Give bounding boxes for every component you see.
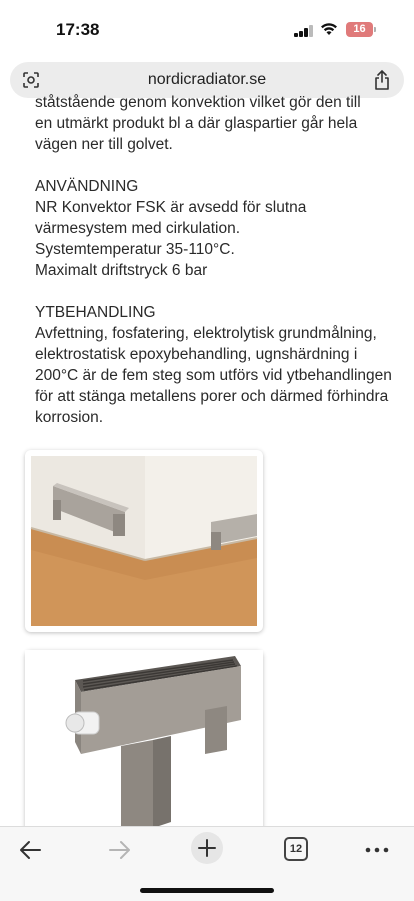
status-time: 17:38	[56, 20, 100, 39]
more-icon[interactable]	[362, 837, 392, 863]
article-content	[35, 94, 395, 826]
cellular-signal-icon	[294, 25, 314, 37]
status-bar	[0, 0, 414, 58]
usage-text: NR Konvektor FSK är avsedd för slutna värmesystem med cirkulation.	[35, 199, 307, 237]
product-photo-room[interactable]	[25, 450, 263, 632]
product-photo-convector[interactable]	[25, 650, 263, 850]
surface-text: Avfettning, fosfatering, elektrolytisk grundmålning, elektrostatisk epoxybehandling, ugnshärdning i 200°C är de fem steg som utförs vid ytbehandlingen för att stänga metallens porer och därmed förhindra korrosion.	[35, 325, 392, 426]
battery-tip	[374, 27, 376, 32]
wifi-icon	[320, 22, 338, 36]
intro-cut-line: ståtstående genom konvektion vilket gör den till	[35, 94, 361, 111]
back-icon[interactable]	[16, 837, 46, 863]
intro-text: en utmärkt produkt bl a där glaspartier går hela vägen ner till golvet.	[35, 115, 358, 153]
surface-heading: YTBEHANDLING	[35, 304, 156, 321]
usage-heading: ANVÄNDNING	[35, 178, 139, 195]
url-text[interactable]: nordicradiator.se	[147, 71, 267, 88]
share-icon[interactable]	[373, 69, 391, 91]
home-indicator	[140, 888, 274, 893]
new-tab-icon[interactable]	[190, 831, 224, 865]
tabs-icon[interactable]: 12	[284, 837, 308, 861]
usage-temperature: Systemtemperatur 35-110°C.	[35, 241, 235, 258]
battery-indicator: 16	[346, 22, 373, 37]
usage-pressure: Maximalt driftstryck 6 bar	[35, 262, 208, 279]
forward-icon[interactable]	[104, 837, 134, 863]
